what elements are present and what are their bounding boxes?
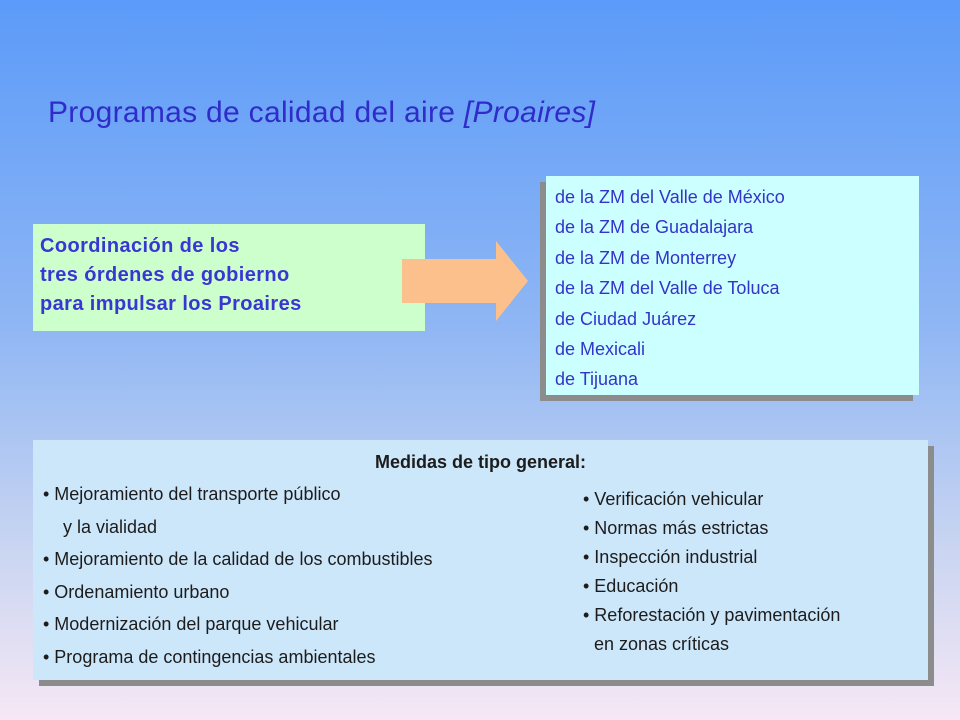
zone-item: de la ZM del Valle de Toluca — [555, 278, 780, 299]
coordination-line: para impulsar los Proaires — [40, 293, 302, 315]
title-italic: [Proaires] — [463, 96, 596, 129]
measures-right-column — [583, 485, 840, 659]
measure-item: • Inspección industrial — [583, 547, 758, 567]
measures-left-column — [43, 478, 433, 673]
zone-item: de la ZM del Valle de México — [555, 187, 785, 207]
measure-item-continuation: y la vialidad — [63, 516, 158, 537]
measure-item-continuation: en zonas críticas — [594, 634, 730, 654]
zone-item: de Tijuana — [555, 369, 639, 390]
measure-item: • Mejoramiento de la calidad de los combustibles — [43, 549, 433, 569]
measure-item: • Mejoramiento del transporte público — [43, 484, 341, 504]
measure-item: • Verificación vehicular — [583, 489, 764, 509]
measures-box — [33, 440, 928, 680]
coordination-box — [33, 224, 425, 331]
measure-item: • Ordenamiento urbano — [43, 581, 230, 602]
zones-box — [546, 176, 919, 395]
zone-item: de Mexicali — [555, 339, 646, 360]
measure-item: • Educación — [583, 576, 679, 596]
zone-item: de la ZM de Guadalajara — [555, 217, 754, 238]
slide-title — [48, 96, 595, 130]
measure-item: • Normas más estrictas — [583, 518, 769, 538]
zone-item: de Ciudad Juárez — [555, 308, 697, 329]
measure-item: • Reforestación y pavimentación — [583, 605, 841, 625]
zone-item: de la ZM de Monterrey — [555, 247, 737, 268]
title-main: Programas de calidad del aire — [48, 96, 464, 129]
measures-title: Medidas de tipo general: — [374, 452, 587, 472]
coordination-line: Coordinación de los — [40, 235, 240, 257]
coordination-line: tres órdenes de gobierno — [40, 264, 290, 286]
measure-item: • Programa de contingencias ambientales — [43, 646, 376, 667]
right-arrow-icon — [402, 241, 530, 321]
measure-item: • Modernización del parque vehicular — [43, 614, 339, 634]
